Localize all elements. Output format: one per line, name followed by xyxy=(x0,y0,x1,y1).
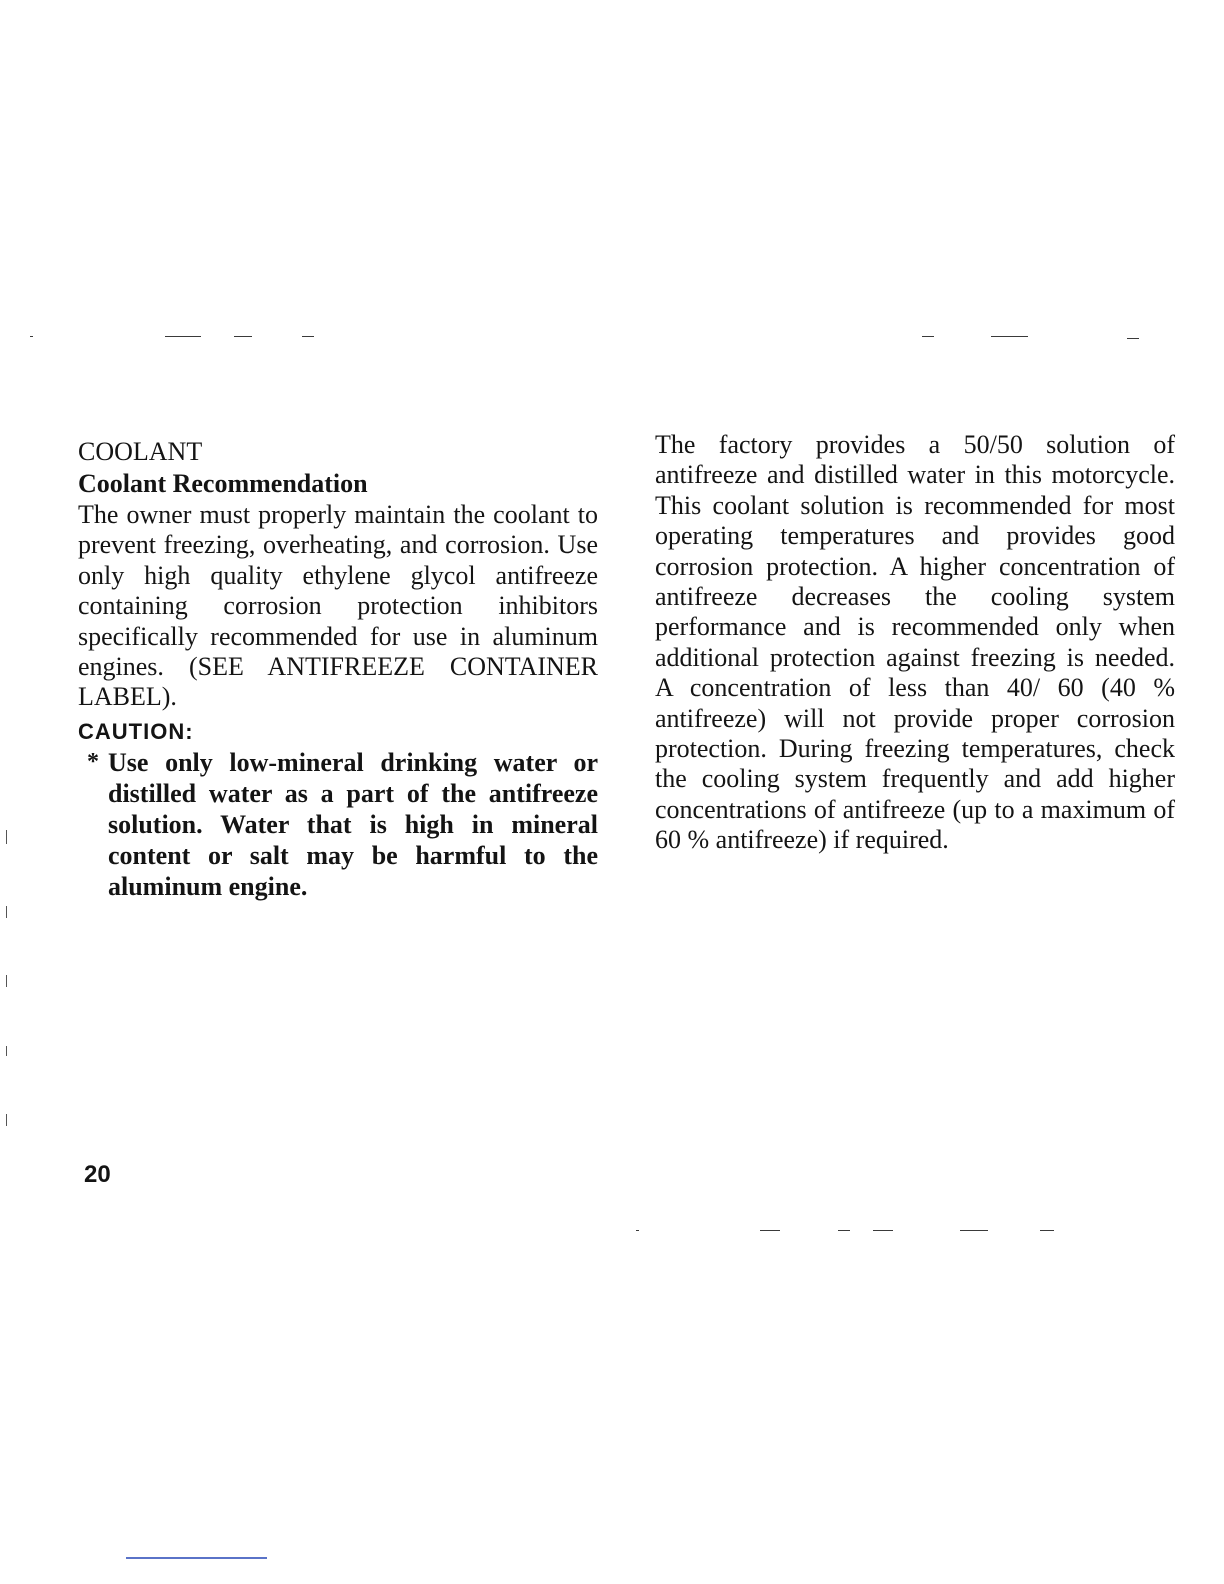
scan-mark xyxy=(760,1230,780,1231)
scan-mark xyxy=(636,1230,639,1231)
subsection-title: Coolant Recommendation xyxy=(78,469,368,498)
page-number: 20 xyxy=(84,1161,111,1188)
scan-mark xyxy=(6,1114,7,1126)
caution-label: CAUTION: xyxy=(78,718,194,744)
scan-mark xyxy=(922,336,934,337)
caution-text: Use only low-mineral drinking water or distilled water as a part of the antifreeze solution. Water that is high in mineral content or salt may be harmful to the aluminum engine. xyxy=(108,747,598,901)
bottom-rule xyxy=(126,1557,267,1559)
caution-item xyxy=(78,747,598,902)
left-column xyxy=(78,436,598,902)
scan-mark xyxy=(838,1230,850,1231)
scan-mark xyxy=(960,1230,988,1231)
scan-mark xyxy=(6,906,7,918)
bullet-icon: * xyxy=(87,748,99,775)
scan-mark xyxy=(991,336,1028,337)
scan-mark xyxy=(6,830,7,844)
scan-mark xyxy=(30,336,33,337)
scan-mark xyxy=(234,336,252,337)
scan-mark xyxy=(6,1046,7,1056)
scan-mark xyxy=(6,975,7,987)
coolant-recommendation-paragraph: The owner must properly maintain the coolant to prevent freezing, overheating, and corrosion. Use only high quality ethylene glycol antifreeze containing corrosion protection inhibitors specifically recommended for use in aluminum engines. (SEE ANTIFREEZE CONTAINER LABEL). xyxy=(78,500,598,712)
factory-coolant-paragraph: The factory provides a 50/50 solution of antifreeze and distilled water in this motorcycle. This coolant solution is recommended for most operating temperatures and provides good corrosion protection. A higher concentration of antifreeze decreases the cooling system performance and is recommended only when additional protection against freezing is needed. A concentration of less than 40/ 60 (40 % antifreeze) will not provide proper corrosion protection. During freezing temperatures, check the cooling system frequently and add higher concentrations of antifreeze (up to a maximum of 60 % antifreeze) if required. xyxy=(655,430,1175,855)
scan-mark xyxy=(873,1230,893,1231)
scan-mark xyxy=(302,336,314,337)
scan-mark xyxy=(165,336,201,337)
scan-mark xyxy=(1127,338,1139,339)
right-column xyxy=(655,430,1175,856)
scan-mark xyxy=(1040,1230,1054,1231)
section-title: COOLANT xyxy=(78,437,203,466)
